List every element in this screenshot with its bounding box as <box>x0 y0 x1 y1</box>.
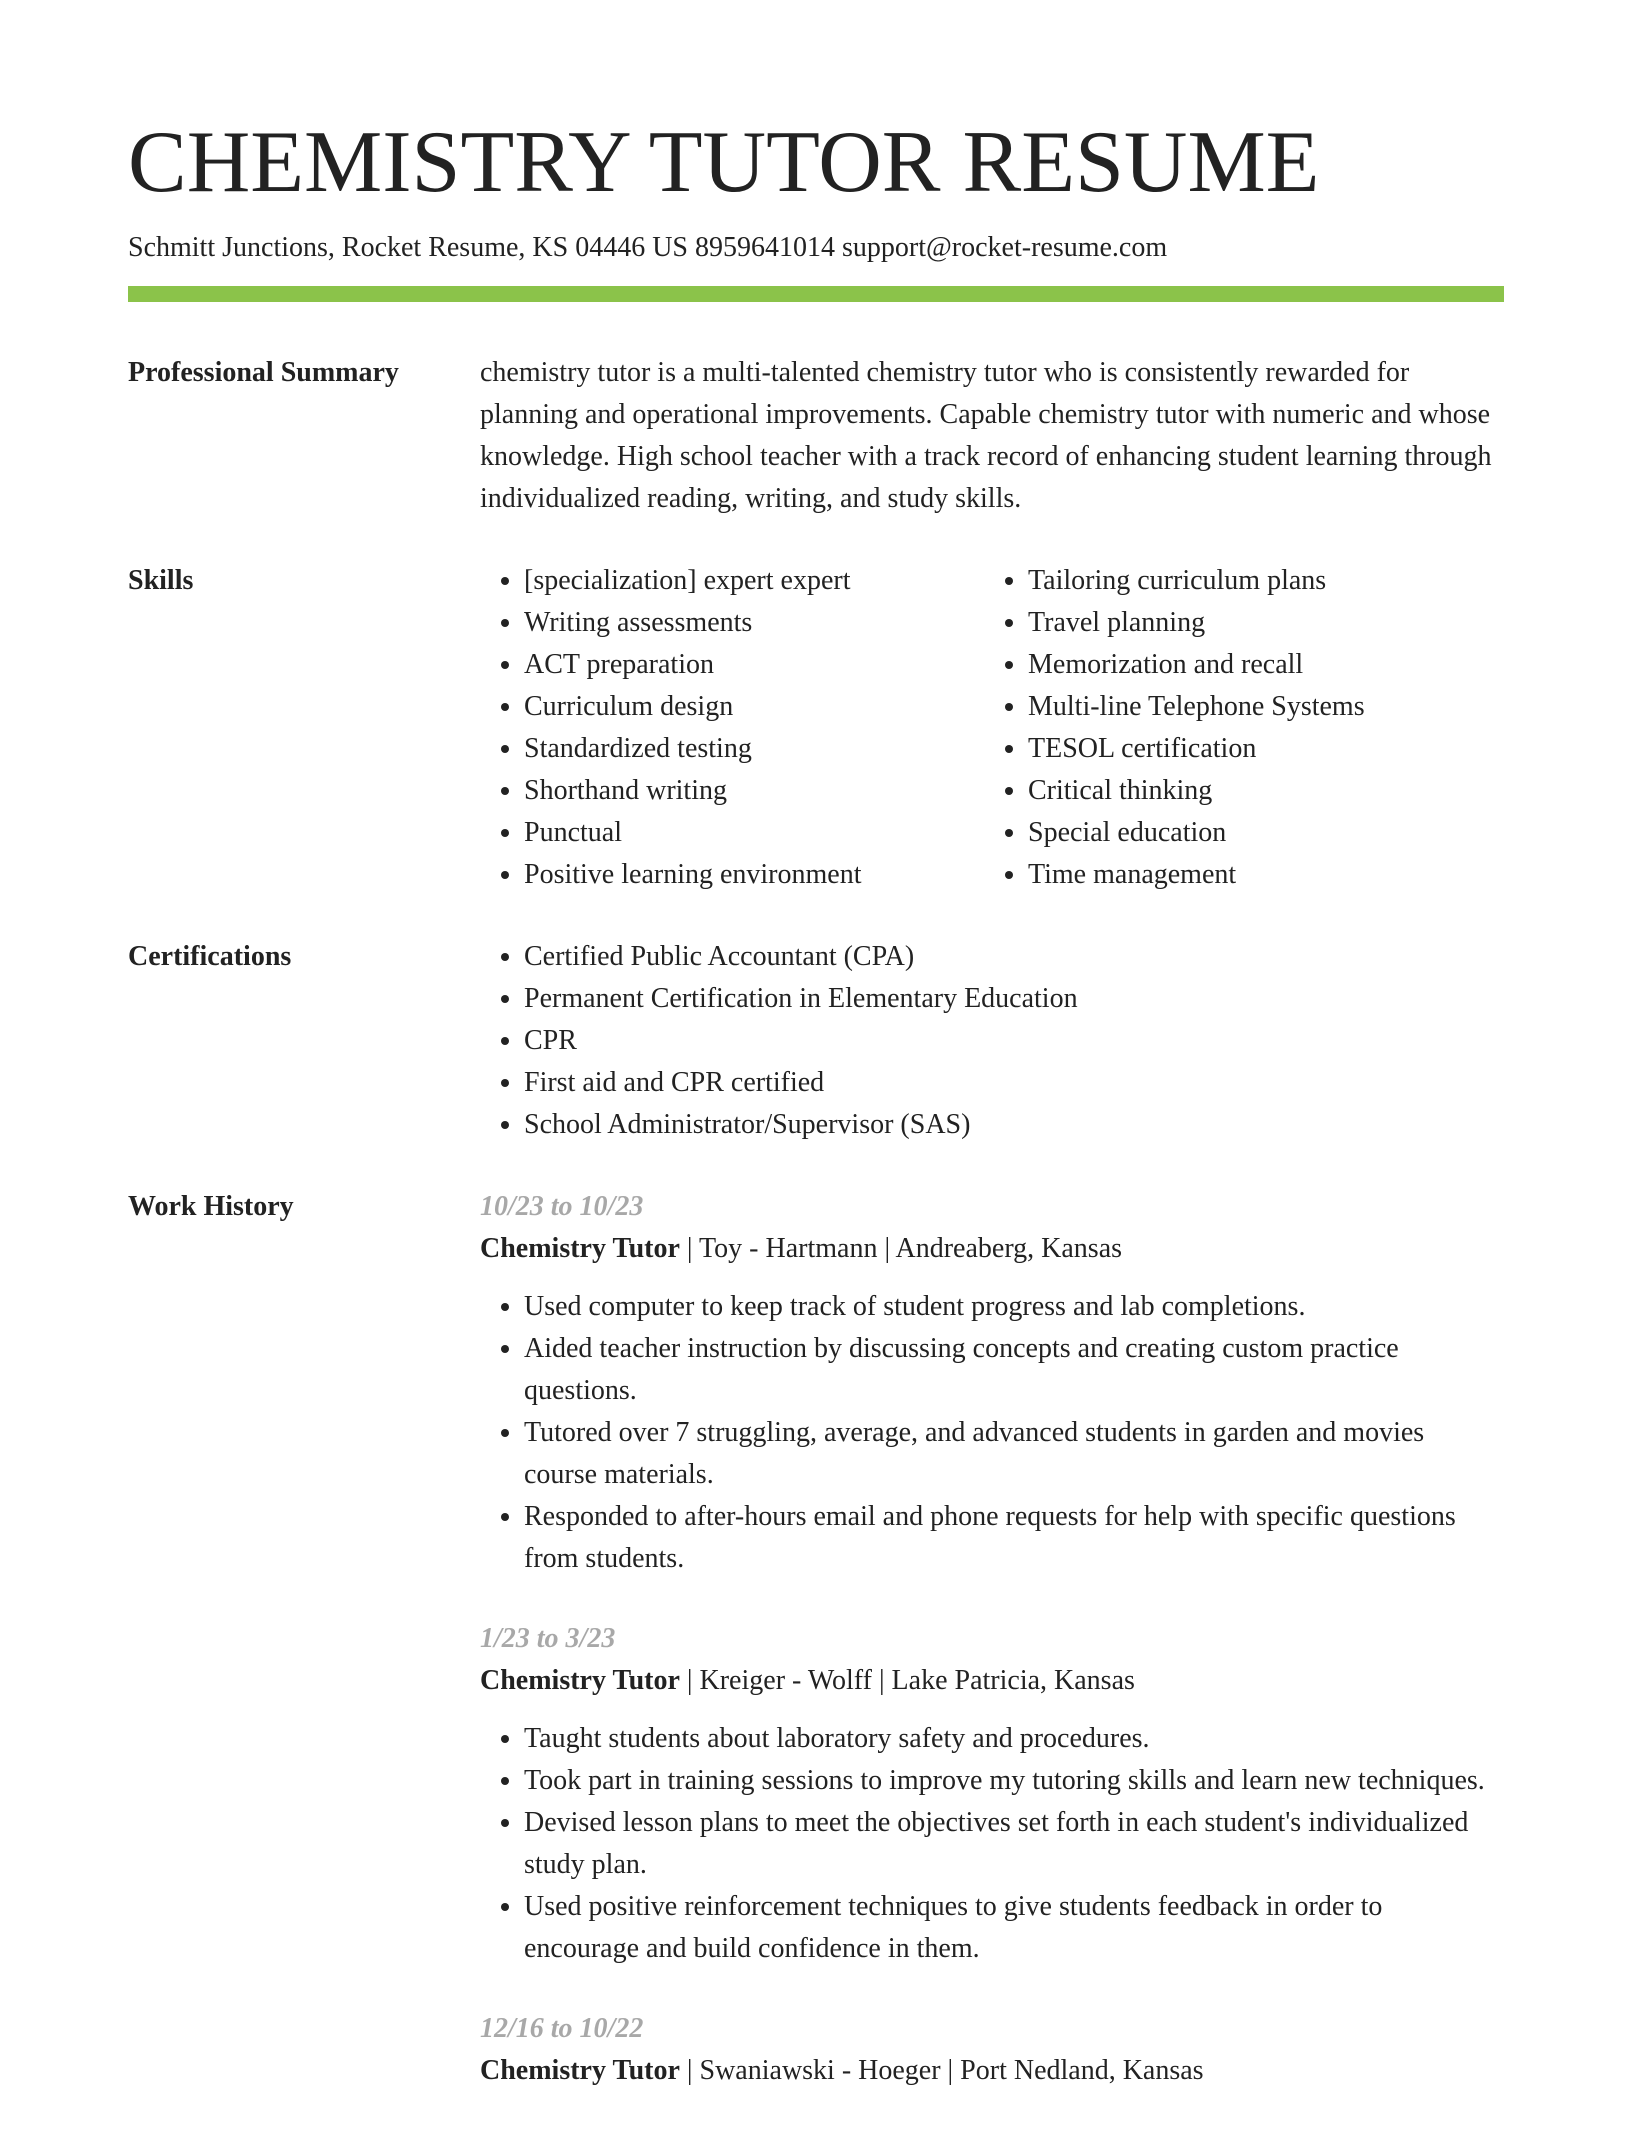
job-title: Chemistry Tutor <box>480 2055 680 2087</box>
certification-item: • School Administrator/Supervisor (SAS) <box>524 1104 1504 1146</box>
skills-list-right <box>984 560 1488 896</box>
certification-item: • First aid and CPR certified <box>524 1062 1504 1104</box>
summary-text: chemistry tutor is a multi-talented chemistry tutor who is consistently rewarded for planning and operational improvements. Capable chemistry tutor with numeric and whose knowledge. High school teacher with a track record of enhancing student learning through individualized reading, writing, and study skills. <box>480 357 1492 515</box>
skill-item: • Curriculum design <box>524 686 984 728</box>
section-label-work-history: Work History <box>128 1191 294 1223</box>
skill-item: • Writing assessments <box>524 602 984 644</box>
job-duties-list <box>480 1286 1504 1580</box>
certification-item: • CPR <box>524 1020 1504 1062</box>
job-duty-item: • Devised lesson plans to meet the objectives set forth in each student's individualized study plan. <box>524 1802 1504 1886</box>
jobs-list <box>480 1186 1504 2130</box>
job-entry <box>480 1618 1504 1970</box>
job-employer-location: | Swaniawski - Hoeger | Port Nedland, Kansas <box>679 2055 1204 2087</box>
skill-item: • Travel planning <box>1028 602 1488 644</box>
skill-item: • Positive learning environment <box>524 854 984 896</box>
skill-item: • Critical thinking <box>1028 770 1488 812</box>
certifications-section <box>128 936 1504 1146</box>
job-duty-item: • Used computer to keep track of student progress and lab completions. <box>524 1286 1504 1328</box>
job-title: Chemistry Tutor <box>480 1233 680 1265</box>
skill-item: • Multi-line Telephone Systems <box>1028 686 1488 728</box>
section-label-summary: Professional Summary <box>128 357 399 389</box>
job-duty-item: • Responded to after-hours email and phone requests for help with specific questions from students. <box>524 1496 1504 1580</box>
certifications-list <box>480 936 1504 1146</box>
job-entry <box>480 2008 1504 2092</box>
summary-section <box>128 352 1504 520</box>
skill-item: • Time management <box>1028 854 1488 896</box>
job-entry <box>480 1186 1504 1580</box>
job-duty-item: • Took part in training sessions to improve my tutoring skills and learn new techniques. <box>524 1760 1504 1802</box>
job-dates: 12/16 to 10/22 <box>480 2013 644 2045</box>
certification-item: • Certified Public Accountant (CPA) <box>524 936 1504 978</box>
section-label-skills: Skills <box>128 565 194 597</box>
skills-section <box>128 560 1504 896</box>
job-employer-location: | Kreiger - Wolff | Lake Patricia, Kansas <box>679 1665 1135 1697</box>
work-history-section <box>128 1186 1504 2130</box>
section-label-certifications: Certifications <box>128 941 292 973</box>
skill-item: • Tailoring curriculum plans <box>1028 560 1488 602</box>
skill-item: • Special education <box>1028 812 1488 854</box>
certification-item: • Permanent Certification in Elementary Education <box>524 978 1504 1020</box>
skills-list-left <box>480 560 984 896</box>
job-duty-item: • Tutored over 7 struggling, average, and advanced students in garden and movies course materials. <box>524 1412 1504 1496</box>
header-divider <box>128 286 1504 302</box>
skill-item: • Standardized testing <box>524 728 984 770</box>
job-title: Chemistry Tutor <box>480 1665 680 1697</box>
job-title-line <box>480 1228 1504 1270</box>
job-duty-item: • Aided teacher instruction by discussing concepts and creating custom practice questions. <box>524 1328 1504 1412</box>
skill-item: • [specialization] expert expert <box>524 560 984 602</box>
job-title-line <box>480 2050 1504 2092</box>
job-duty-item: • Used positive reinforcement techniques to give students feedback in order to encourage and build confidence in them. <box>524 1886 1504 1970</box>
skill-item: • Punctual <box>524 812 984 854</box>
job-dates: 1/23 to 3/23 <box>480 1623 616 1655</box>
skill-item: • Shorthand writing <box>524 770 984 812</box>
job-duties-list <box>480 1718 1504 1970</box>
job-duty-item: • Taught students about laboratory safety and procedures. <box>524 1718 1504 1760</box>
job-title-line <box>480 1660 1504 1702</box>
skill-item: • TESOL certification <box>1028 728 1488 770</box>
resume-title: CHEMISTRY TUTOR RESUME <box>128 114 1320 211</box>
skill-item: • Memorization and recall <box>1028 644 1488 686</box>
job-dates: 10/23 to 10/23 <box>480 1191 644 1223</box>
skill-item: • ACT preparation <box>524 644 984 686</box>
job-employer-location: | Toy - Hartmann | Andreaberg, Kansas <box>679 1233 1123 1265</box>
contact-line: Schmitt Junctions, Rocket Resume, KS 04446 US 8959641014 support@rocket-resume.com <box>128 231 1168 263</box>
